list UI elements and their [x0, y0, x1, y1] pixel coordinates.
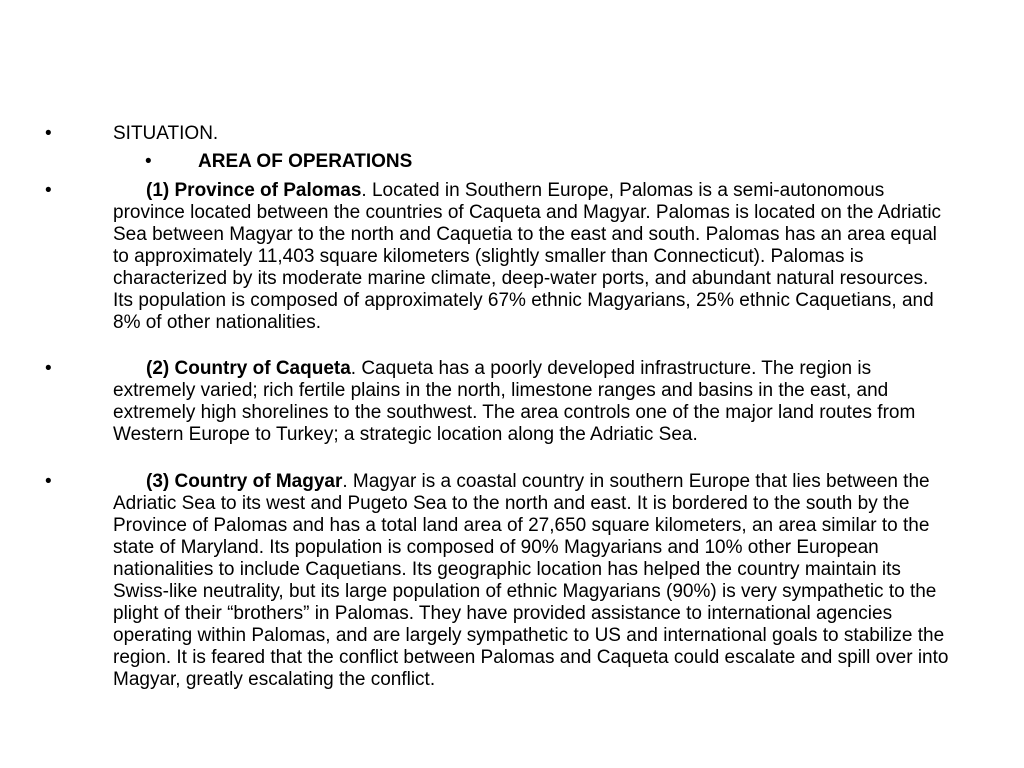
paragraph-palomas — [113, 180, 951, 334]
paragraph-body-caqueta: . Caqueta has a poorly developed infrastructure. The region is extremely varied; rich fertile plains in the north, limestone ranges and basins in the east, and extremely high shorelines to the southwest. The area controls one of the major land routes from Western Europe to Turkey; a strategic location along the Adriatic Sea. — [113, 358, 916, 445]
paragraph-title-magyar: (3) Country of Magyar — [146, 471, 343, 492]
paragraph-caqueta — [113, 358, 951, 446]
paragraph-title-caqueta: (2) Country of Caqueta — [146, 358, 351, 379]
paragraph-title-palomas: (1) Province of Palomas — [146, 180, 362, 201]
heading-situation: SITUATION. — [113, 123, 219, 144]
bullet-marker: • — [45, 123, 52, 144]
bullet-marker: • — [45, 358, 52, 379]
paragraph-body-palomas: . Located in Southern Europe, Palomas is a semi-autonomous province located between the countries of Caqueta and Magyar. Palomas is located on the Adriatic Sea between Magyar to the north and Caquetia to the east and south. Palomas has an area equal to approximately 11,403 square kilometers (slightly smaller than Connecticut). Palomas is characterized by its moderate marine climate, deep-water ports, and abundant natural resources. Its population is composed of approximately 67% ethnic Magyarians, 25% ethnic Caquetians, and 8% of other nationalities. — [113, 180, 942, 333]
paragraph-body-magyar: . Magyar is a coastal country in southern Europe that lies between the Adriatic Sea to its west and Pugeto Sea to the north and east. It is bordered to the south by the Province of Palomas and has a total land area of 27,650 square kilometers, an area similar to the state of Maryland. Its population is composed of 90% Magyarians and 10% other European nationalities to include Caquetians. Its geographic location has helped the country maintain its Swiss-like neutrality, but its large population of ethnic Magyarians (90%) is very sympathetic to the plight of their “brothers” in Palomas. They have provided assistance to international agencies operating within Palomas, and are largely sympathetic to US and international goals to stabilize the region. It is feared that the conflict between Palomas and Caqueta could escalate and spill over into Magyar, greatly escalating the conflict. — [113, 471, 949, 690]
bullet-marker: • — [45, 180, 52, 201]
sub-bullet-marker: • — [145, 151, 152, 172]
bullet-marker: • — [45, 471, 52, 492]
subheading-area-of-operations: AREA OF OPERATIONS — [198, 151, 413, 172]
paragraph-magyar — [113, 471, 951, 691]
